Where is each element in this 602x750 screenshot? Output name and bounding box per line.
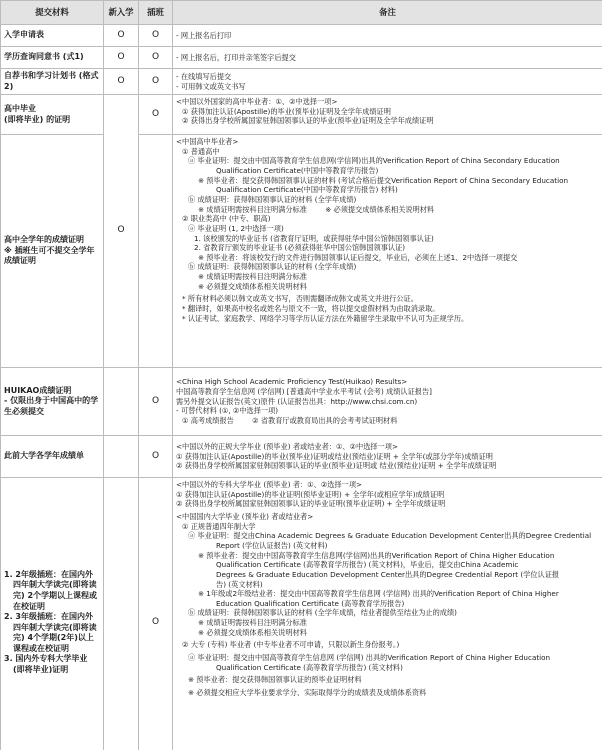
table-row [1,436,602,478]
transfer-mark: O [139,436,173,478]
material-cell: 自荐书和学习计划书 (格式2) [1,69,104,95]
new-admission-mark: O [104,25,139,47]
transfer-mark: O [139,368,173,436]
note-part: ① 高考成绩报告 [182,416,234,426]
note-line: 中国高等教育学生信息网 (学信网) [普通高中学业水平考试 (会考) 成绩认证报告] [176,387,432,397]
note-line: ※ 1年级或2年级结业者：提交由中国高等教育学生信息网 (学信网) 出具的Verification Report of China Higher [198,589,559,599]
note-line [176,416,599,426]
material-title: 高中毕业 [4,104,36,114]
note-line: Degrees & Graduate Education Development Center出具的Degree Credential Report (学位认证报 [216,569,560,579]
transfer-mark: O [139,478,173,750]
material-item: 2. 3年级插班：在国内外四年制大学读完(即将读完) 4个学期(2年)以上课程或在校证明 [4,612,97,653]
note-line: <中国国内大学毕业 (预毕业) 者或结业者> [176,512,314,522]
note-line: ⓑ 成绩证明：获得韩国领事认证的材料 (全学年成绩，结业者提供至结业为止的成绩) [188,608,457,618]
transfer-mark: O [139,47,173,69]
note-line: Report (学位认证报告) (英文材料) [216,540,328,550]
note-part: ② 省教育厅或教育局出具的会考考试证明材料 [252,416,398,426]
note-line: 需另外提交认证报告(英文)原件 (认证报告出具：http://www.chsi.com.cn) [176,396,418,406]
material-cell [1,95,104,135]
table-row [1,135,602,368]
note-line: ※ 预毕业者：提交获得韩国领事认证的材料 (考试合格后提交Verification Report of China Secondary Education [198,175,569,185]
note-line: ※ 成绩证明需按科目注明满分标准 [198,272,307,282]
note-line: ① 获得加注认证(Apostille)的毕业(预毕业)证明或结业(预结业)证明 + 全学年(或部分学年)成绩证明 [176,451,493,461]
note-line: * 认证考试、家庭教学、网络学习等学历认证方法在外籍留学生录取中不认可为正规学历。 [182,313,469,323]
note-line: 1. 该校颁发的毕业证书 (省教育厅证明，或获得驻华中国公馆韩国领事认证) [194,233,434,243]
material-subtitle: (即将毕业) 的证明 [4,114,71,124]
note-line: ⓑ 成绩证明：获得韩国领事认证的材料 (全学年成绩) [188,262,357,272]
material-subtitle: ※ 插班生可不提交全学年成绩证明 [4,245,95,266]
note-line: Qualification Certificate (高等教育学历报告) (英文材料) [216,662,403,672]
remark-cell [173,478,602,750]
header-remarks: 备注 [173,1,602,25]
note-line [176,205,599,215]
note-line: Qualification Certificate(中国中等教育学历报告) [216,166,379,176]
note-line: ② 获得出身学校所属国家驻韩国领事认证的毕业(预毕业)证明或 结业(预结业)证明 + 全学年成绩证明 [176,461,497,471]
remark-cell [173,368,602,436]
remark-cell [173,69,602,95]
note-line: Qualification Certificate (高等教育学历报告) (英文材料)，毕业后，提交由China Academic [216,560,519,570]
note-part: ※ 必须提交成绩体系相关说明材料 [325,204,435,214]
new-admission-mark: O [104,95,139,368]
note-line: <中国高中毕业者> [176,137,239,147]
note-part: ※ 成绩证明需按科目注明满分标准 [198,204,307,214]
note-line: ② 职业类高中 (中专、职高) [182,214,271,224]
material-title: 高中全学年的成绩证明 [4,235,84,245]
note-line: ① 普通高中 [182,146,220,156]
note-line: ※ 预毕业者：将该校发行的文件进行韩国领事认证后提交，毕业后，必须在上述1、2中选择一项提交 [198,252,518,262]
material-item: 1. 2年级插班：在国内外四年制大学读完(即将读完) 2个学期以上课程或在校证明 [4,569,98,611]
note-line: ※ 必须提交相应大学毕业要求学分、实际取得学分的成绩表及成绩体系资料 [188,687,427,697]
note-line: Education Qualification Certificate (高等教育学历报告) [216,598,405,608]
material-item: 3. 国内外专科大学毕业 (即将毕业)证明 [4,654,88,674]
note-line: <中国以外的正规大学毕业 (预毕业) 者或结业者：①、②中选择一项> [176,442,398,452]
remark-cell [173,436,602,478]
note-line: ⓐ 毕业证明：提交由中国高等教育学生信息网(学信网)出具的Verification Report of China Secondary Education [188,156,560,166]
material-title: HUIKAO成绩证明 [4,385,72,395]
transfer-mark [139,135,173,368]
new-admission-mark [104,368,139,436]
note-line: ① 获得加注认证(Apostille)的毕业证明(预毕业证明) + 全学年(或相应学年)成绩证明 [176,489,445,499]
note-line: ⓐ 毕业证明：提交由中国高等教育学生信息网 (学信网) 出具的Verification Report of China Higher Education [188,652,551,662]
material-cell: 学历查询同意书 (式1) [1,47,104,69]
material-cell: 入学申请表 [1,25,104,47]
material-cell [1,368,104,436]
note-line: ⓐ 毕业证明：提交由China Academic Degrees & Graduate Education Development Center出具的Degree Credential [188,531,592,541]
table-row [1,47,602,69]
new-admission-mark [104,436,139,478]
table-row [1,69,602,95]
table-row [1,95,602,135]
transfer-mark: O [139,95,173,135]
table-header-row [1,1,602,25]
note-line: ⓑ 成绩证明：获得韩国领事认证的材料 (全学年成绩) [188,194,357,204]
table-row [1,478,602,750]
note-line: ② 大专 (专科) 毕业者 (中专毕业者不可申请，只限以新生身份报考。) [182,640,400,650]
material-cell [1,135,104,368]
transfer-mark: O [139,69,173,95]
note-line: <中国以外的专科大学毕业 (预毕业) 者：①、②选择一项> [176,480,363,490]
table-row [1,368,602,436]
remark-cell: - 网上报名后，打印并亲笔签字后提交 [173,47,602,69]
remark-cell: - 网上报名后打印 [173,25,602,47]
note-line: - 可替代材料 (①, ②中选择一项) [176,406,279,416]
note-line: ※ 必须提交成绩体系相关说明材料 [198,627,307,637]
material-subtitle: - 仅限出身于中国高中的学生必须提交 [4,396,99,416]
material-cell [1,478,104,750]
note-line: ※ 必须提交成绩体系相关说明材料 [198,281,307,291]
header-materials: 提交材料 [1,1,104,25]
header-transfer: 插班 [139,1,173,25]
table-row [1,25,602,47]
note-line: ※ 成绩证明需按科目注明满分标准 [198,618,307,628]
transfer-mark: O [139,25,173,47]
note-line: 告) (英文材料) [216,579,263,589]
new-admission-mark [104,478,139,750]
material-cell: 此前大学各学年成绩单 [1,436,104,478]
note-line: ※ 预毕业者：提交获得韩国领事认证的预毕业证明材料 [188,675,362,685]
note-line: ① 获得加注认证(Apostille)的毕业(预毕业)证明及全学年成绩证明 [182,106,391,116]
note-line: 2. 省教育厅颁发的毕业证书 (必须获得驻华中国公馆韩国领事认证) [194,243,406,253]
note-line: <China High School Academic Proficiency Test(Huikao) Results> [176,377,408,387]
header-new-admission: 新入学 [104,1,139,25]
note-line: - 在线填写后提交 [176,71,232,81]
note-line: * 所有材料必须以韩文或英文书写，否则需翻译成韩文或英文并进行公证。 [182,294,418,304]
note-line: - 可用韩文或英文书写 [176,81,246,91]
note-line: Qualification Certificate(中国中等教育学历报告) 材料) [216,185,398,195]
note-line: ※ 预毕业者：提交由中国高等教育学生信息网(学信网)出具的Verification Report of China Higher Education [198,550,555,560]
new-admission-mark: O [104,47,139,69]
note-line: ② 获得出身学校所属国家驻韩国领事认证的毕业(预毕业)证明及全学年成绩证明 [182,116,434,126]
new-admission-mark: O [104,69,139,95]
note-line: <中国以外国家的高中毕业者：①、②中选择一项> [176,97,338,107]
remark-cell [173,135,602,368]
note-line: * 翻译时，如果高中校名或姓名与原文不一致，将以提交虚假材料为由取消录取。 [182,303,440,313]
note-line: ② 获得出身学校所属国家驻韩国领事认证的毕业证明(预毕业证明) + 全学年成绩证明 [176,499,446,509]
note-line: ⓐ 毕业证明 (1, 2中选择一项) [188,223,284,233]
remark-cell [173,95,602,135]
note-line: ① 正规普通四年制大学 [182,521,256,531]
